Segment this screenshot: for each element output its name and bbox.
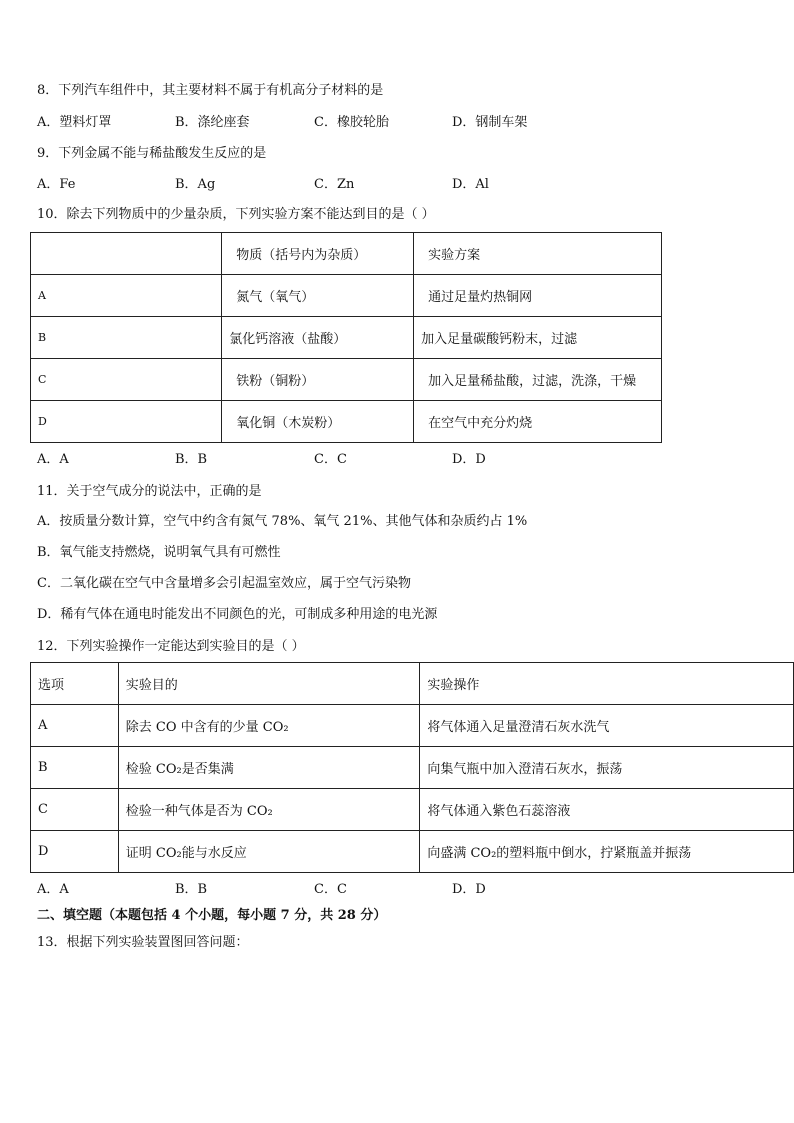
section-heading: 二、填空题（本题包括 4 个小题，每小题 7 分，共 28 分） xyxy=(37,908,387,923)
q10-stem: 10．除去下列物质中的少量杂质，下列实验方案不能达到目的是（ ） xyxy=(37,207,435,222)
q9-stem: 9．下列金属不能与稀盐酸发生反应的是 xyxy=(37,146,267,161)
q10-option-c: C．C xyxy=(314,452,347,467)
q8-option-a: A．塑料灯罩 xyxy=(37,115,112,130)
table-header-cell xyxy=(31,233,222,275)
q9-option-b: B．Ag xyxy=(175,177,216,192)
table-header-cell: 实验目的 xyxy=(118,663,420,705)
q10-option-a: A．A xyxy=(37,452,69,467)
q12-option-d: D．D xyxy=(452,882,486,897)
table-row xyxy=(31,705,794,747)
table-cell: 氮气（氧气） xyxy=(222,275,414,317)
table-cell: A xyxy=(31,275,222,317)
table-cell: 向盛满 CO₂的塑料瓶中倒水，拧紧瓶盖并振荡 xyxy=(420,831,794,873)
table-cell: C xyxy=(31,789,119,831)
table-cell: 除去 CO 中含有的少量 CO₂ xyxy=(118,705,420,747)
q12-table xyxy=(30,662,794,873)
q11-option-d: D．稀有气体在通电时能发出不同颜色的光，可制成多种用途的电光源 xyxy=(37,607,438,622)
table-cell: 通过足量灼热铜网 xyxy=(414,275,662,317)
table-cell: 加入足量稀盐酸，过滤，洗涤，干燥 xyxy=(414,359,662,401)
table-header-row xyxy=(31,233,662,275)
q12-stem: 12．下列实验操作一定能达到实验目的是（ ） xyxy=(37,639,305,654)
q11-option-a: A．按质量分数计算，空气中约含有氮气 78%、氧气 21%、其他气体和杂质约占 1% xyxy=(37,514,528,529)
q10-option-b: B．B xyxy=(175,452,208,467)
q8-option-b: B．涤纶座套 xyxy=(175,115,250,130)
table-cell: 检验 CO₂是否集满 xyxy=(118,747,420,789)
table-cell: D xyxy=(31,401,222,443)
q13-stem: 13．根据下列实验装置图回答问题： xyxy=(37,935,249,950)
table-cell: 向集气瓶中加入澄清石灰水，振荡 xyxy=(420,747,794,789)
table-cell: 将气体通入足量澄清石灰水洗气 xyxy=(420,705,794,747)
table-row xyxy=(31,317,662,359)
q11-option-c: C．二氧化碳在空气中含量增多会引起温室效应，属于空气污染物 xyxy=(37,576,411,591)
table-header-cell: 实验操作 xyxy=(420,663,794,705)
q11-stem: 11．关于空气成分的说法中，正确的是 xyxy=(37,484,262,499)
q8-option-d: D．钢制车架 xyxy=(452,115,528,130)
table-cell: 在空气中充分灼烧 xyxy=(414,401,662,443)
q11-option-b: B．氧气能支持燃烧，说明氧气具有可燃性 xyxy=(37,545,281,560)
table-cell: 加入足量碳酸钙粉末，过滤 xyxy=(414,317,662,359)
q8-option-c: C．橡胶轮胎 xyxy=(314,115,389,130)
table-row xyxy=(31,789,794,831)
table-header-cell: 物质（括号内为杂质） xyxy=(222,233,414,275)
q9-option-a: A．Fe xyxy=(37,177,76,192)
table-header-cell: 选项 xyxy=(31,663,119,705)
q8-stem: 8．下列汽车组件中，其主要材料不属于有机高分子材料的是 xyxy=(37,83,384,98)
table-row xyxy=(31,359,662,401)
table-row xyxy=(31,831,794,873)
table-header-row xyxy=(31,663,794,705)
q12-option-a: A．A xyxy=(37,882,69,897)
table-cell: C xyxy=(31,359,222,401)
q12-option-b: B．B xyxy=(175,882,208,897)
q10-option-d: D．D xyxy=(452,452,486,467)
table-row xyxy=(31,401,662,443)
table-header-cell: 实验方案 xyxy=(414,233,662,275)
q9-option-c: C．Zn xyxy=(314,177,355,192)
table-cell: D xyxy=(31,831,119,873)
q12-option-c: C．C xyxy=(314,882,347,897)
table-row xyxy=(31,275,662,317)
table-cell: 证明 CO₂能与水反应 xyxy=(118,831,420,873)
table-row xyxy=(31,747,794,789)
table-cell: B xyxy=(31,747,119,789)
q10-table xyxy=(30,232,662,443)
table-cell: B xyxy=(31,317,222,359)
q9-option-d: D．Al xyxy=(452,177,489,192)
table-cell: 铁粉（铜粉） xyxy=(222,359,414,401)
table-cell: A xyxy=(31,705,119,747)
table-cell: 检验一种气体是否为 CO₂ xyxy=(118,789,420,831)
table-cell: 氧化铜（木炭粉） xyxy=(222,401,414,443)
table-cell: 将气体通入紫色石蕊溶液 xyxy=(420,789,794,831)
table-cell: 氯化钙溶液（盐酸） xyxy=(222,317,414,359)
